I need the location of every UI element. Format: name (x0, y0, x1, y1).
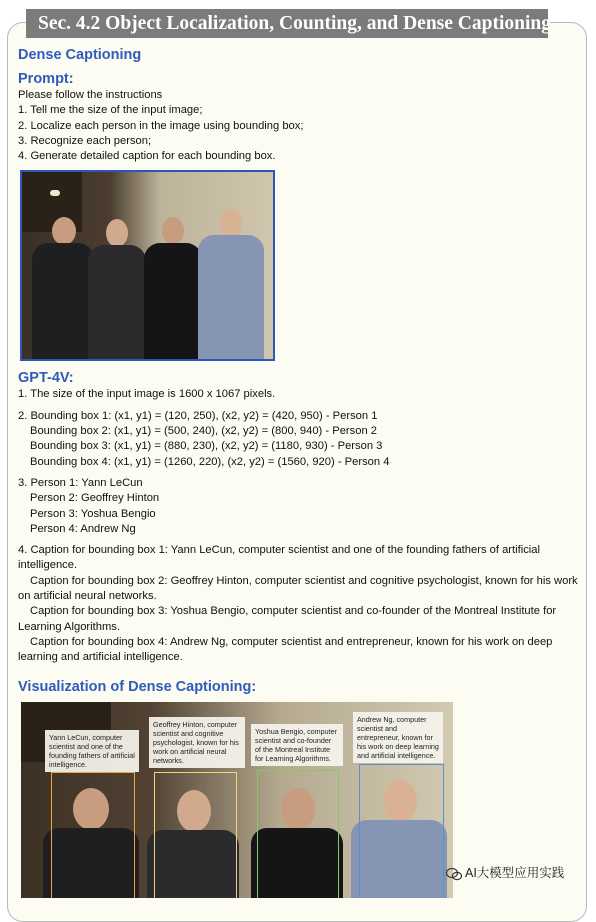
answer-person: Person 2: Geoffrey Hinton (30, 492, 160, 505)
bounding-box-4 (359, 764, 444, 898)
section-header: Sec. 4.2 Object Localization, Counting, and Dense Captioning (26, 9, 548, 38)
wechat-icon (446, 867, 462, 881)
answer-person: 3. Person 1: Yann LeCun (18, 476, 143, 489)
person-4-figure (198, 209, 264, 359)
section-title: Dense Captioning (18, 47, 142, 63)
answer-bbox: Bounding box 4: (x1, y1) = (1260, 220), (x2, y2) = (1560, 920) - Person 4 (30, 455, 390, 468)
answer-bbox: Bounding box 2: (x1, y1) = (500, 240), (x2, y2) = (800, 940) - Person 2 (30, 425, 378, 438)
caption-box-3: Yoshua Bengio, computer scientist and co-founder of the Montreal Institute for Learning Algorithms. (251, 724, 343, 766)
answer-caption: Caption for bounding box 4: Andrew Ng, computer scientist and entrepreneur, known for his work on deep learning and artificial intelligence. (18, 635, 553, 664)
prompt-item: 3. Recognize each person; (18, 134, 152, 147)
person-2-figure (88, 219, 146, 359)
person-1-figure (32, 217, 94, 359)
prompt-intro: Please follow the instructions (18, 89, 163, 101)
answer-person: Person 3: Yoshua Bengio (30, 507, 156, 520)
answer-caption: Caption for bounding box 3: Yoshua Bengio, computer scientist and co-founder of the Montreal Institute for Learning Algorithms. (18, 605, 557, 633)
caption-box-4: Andrew Ng, computer scientist and entrepreneur, known for his work on deep learning and artificial intelligence. (353, 712, 443, 763)
prompt-label: Prompt: (18, 71, 74, 87)
answer-person: Person 4: Andrew Ng (30, 522, 136, 535)
gpt4v-label: GPT-4V: (18, 370, 74, 387)
watermark-text: AI大模型应用实践 (465, 866, 565, 880)
visualization-photo (21, 702, 453, 898)
answer-size: 1. The size of the input image is 1600 x 1067 pixels. (18, 388, 276, 401)
prompt-item: 4. Generate detailed caption for each bounding box. (18, 150, 276, 163)
content (18, 46, 580, 898)
watermark (446, 862, 586, 884)
answer-caption: 4. Caption for bounding box 1: Yann LeCun, computer scientist and one of the founding fathers of artificial intelligence. (18, 544, 541, 572)
input-photo (20, 170, 275, 361)
answer-caption: Caption for bounding box 2: Geoffrey Hinton, computer scientist and cognitive psychologist, known for his work on artificial neural networks. (18, 574, 578, 603)
person-3-figure (144, 217, 202, 359)
bounding-box-1 (51, 772, 135, 898)
bounding-box-2 (154, 772, 237, 898)
visualization-label: Visualization of Dense Captioning: (18, 678, 257, 695)
answer-bbox: Bounding box 3: (x1, y1) = (880, 230), (x2, y2) = (1180, 930) - Person 3 (30, 440, 383, 453)
ceiling-light (50, 190, 60, 196)
bounding-box-3 (257, 770, 339, 898)
prompt-item: 2. Localize each person in the image using bounding box; (18, 119, 304, 132)
caption-box-2: Geoffrey Hinton, computer scientist and cognitive psychologist, known for his work on artificial neural networks. (149, 717, 245, 768)
answer-bbox: 2. Bounding box 1: (x1, y1) = (120, 250), (x2, y2) = (420, 950) - Person 1 (18, 409, 378, 422)
prompt-item: 1. Tell me the size of the input image; (18, 104, 203, 117)
caption-box-1: Yann LeCun, computer scientist and one of the founding fathers of artificial intelligence. (45, 730, 139, 772)
